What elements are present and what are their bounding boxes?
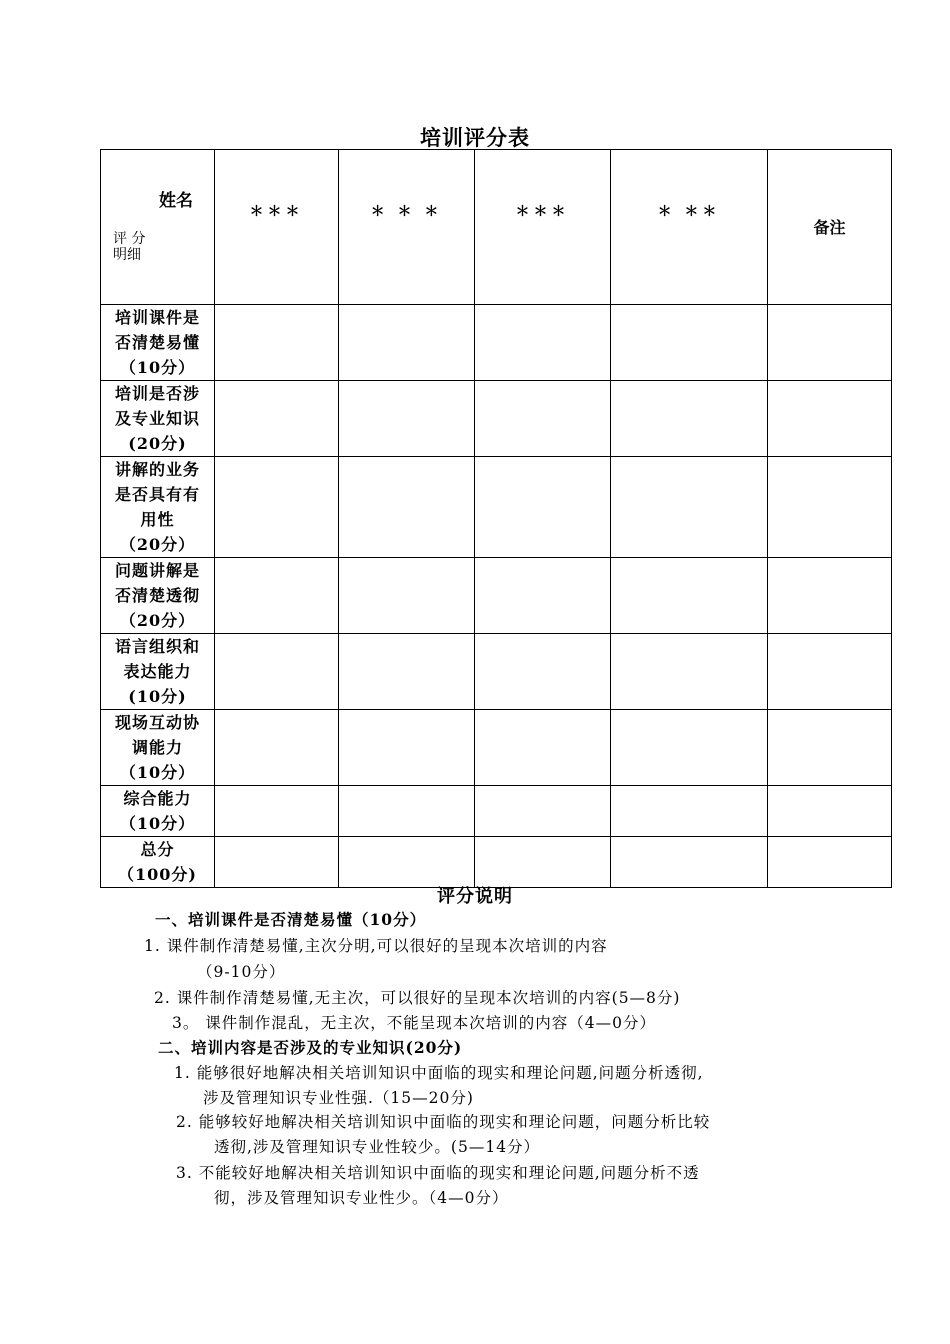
score-cell[interactable] — [215, 558, 339, 634]
score-cell[interactable] — [475, 381, 611, 457]
score-cell[interactable] — [475, 457, 611, 558]
candidate-4-header: ＊ ＊＊ — [611, 150, 768, 305]
section2-item1: 1. 能够很好地解决相关培训知识中面临的现实和理论问题,问题分析透彻, — [174, 1064, 704, 1082]
score-cell[interactable] — [339, 837, 475, 888]
score-cell[interactable] — [611, 786, 768, 837]
table-row — [101, 457, 892, 558]
score-cell[interactable] — [215, 634, 339, 710]
candidate-3-header: ＊＊＊ — [475, 150, 611, 305]
criteria-label: 问题讲解是 否清楚透彻 （20分） — [101, 558, 215, 634]
remark-cell[interactable] — [768, 634, 892, 710]
table-row — [101, 381, 892, 457]
remark-cell[interactable] — [768, 381, 892, 457]
table-row — [101, 558, 892, 634]
remark-cell[interactable] — [768, 710, 892, 786]
page-title: 培训评分表 — [420, 125, 530, 150]
section2-item1-cont: 涉及管理知识专业性强.（15—20分) — [203, 1089, 474, 1107]
table-row — [101, 786, 892, 837]
score-cell[interactable] — [339, 457, 475, 558]
remark-cell[interactable] — [768, 457, 892, 558]
score-cell[interactable] — [611, 457, 768, 558]
total-label: 总分 （100分) — [101, 837, 215, 888]
section2-item3: 3. 不能较好地解决相关培训知识中面临的现实和理论问题,问题分析不透 — [176, 1164, 700, 1182]
section1-item2: 2. 课件制作清楚易懂,无主次，可以很好的呈现本次培训的内容(5—8分) — [154, 989, 681, 1007]
score-cell[interactable] — [339, 305, 475, 381]
score-cell[interactable] — [611, 634, 768, 710]
section2-item2-cont: 透彻,涉及管理知识专业性较少。(5—14分） — [214, 1138, 541, 1156]
remark-cell[interactable] — [768, 786, 892, 837]
score-cell[interactable] — [475, 837, 611, 888]
criteria-label: 综合能力 （10分） — [101, 786, 215, 837]
section1-item1-score: （9-10分） — [197, 963, 286, 981]
score-cell[interactable] — [339, 710, 475, 786]
section1-item3: 3。 课件制作混乱，无主次，不能呈现本次培训的内容（4—0分） — [172, 1014, 657, 1032]
score-cell[interactable] — [475, 558, 611, 634]
score-cell[interactable] — [611, 305, 768, 381]
section2-item3-cont: 彻，涉及管理知识专业性少。（4—0分） — [214, 1189, 509, 1207]
criteria-label: 讲解的业务 是否具有有 用性 （20分） — [101, 457, 215, 558]
score-cell[interactable] — [475, 786, 611, 837]
score-cell[interactable] — [339, 558, 475, 634]
section1-heading: 一、培训课件是否清楚易懂（10分） — [155, 910, 427, 929]
section2-item2: 2. 能够较好地解决相关培训知识中面临的现实和理论问题，问题分析比较 — [176, 1113, 711, 1131]
score-detail-header: 评 分 明细 — [113, 230, 146, 263]
score-cell[interactable] — [611, 710, 768, 786]
criteria-label: 培训是否涉 及专业知识 (20分) — [101, 381, 215, 457]
criteria-label: 现场互动协 调能力 （10分） — [101, 710, 215, 786]
score-cell[interactable] — [339, 786, 475, 837]
score-cell[interactable] — [339, 634, 475, 710]
explanation-title: 评分说明 — [437, 886, 513, 907]
table-row — [101, 305, 892, 381]
score-cell[interactable] — [611, 837, 768, 888]
score-cell[interactable] — [215, 305, 339, 381]
score-cell[interactable] — [215, 457, 339, 558]
remark-header: 备注 — [768, 150, 892, 305]
score-table — [100, 149, 892, 888]
corner-cell — [101, 150, 215, 305]
score-cell[interactable] — [215, 786, 339, 837]
section2-heading: 二、培训内容是否涉及的专业知识(20分) — [158, 1038, 463, 1057]
remark-cell[interactable] — [768, 305, 892, 381]
score-cell[interactable] — [339, 381, 475, 457]
score-cell[interactable] — [215, 837, 339, 888]
candidate-2-header: ＊ ＊ ＊ — [339, 150, 475, 305]
score-cell[interactable] — [475, 634, 611, 710]
section1-item1: 1. 课件制作清楚易懂,主次分明,可以很好的呈现本次培训的内容 — [144, 937, 608, 955]
name-header: 姓名 — [159, 190, 193, 211]
table-row — [101, 634, 892, 710]
table-row — [101, 710, 892, 786]
criteria-label: 语言组织和 表达能力 (10分) — [101, 634, 215, 710]
table-header-row — [101, 150, 892, 305]
score-cell[interactable] — [611, 558, 768, 634]
criteria-label: 培训课件是 否清楚易懂 （10分） — [101, 305, 215, 381]
score-cell[interactable] — [611, 381, 768, 457]
candidate-1-header: ＊＊＊ — [215, 150, 339, 305]
score-cell[interactable] — [215, 381, 339, 457]
remark-cell[interactable] — [768, 558, 892, 634]
score-cell[interactable] — [215, 710, 339, 786]
table-row-total — [101, 837, 892, 888]
remark-cell[interactable] — [768, 837, 892, 888]
score-cell[interactable] — [475, 305, 611, 381]
score-cell[interactable] — [475, 710, 611, 786]
